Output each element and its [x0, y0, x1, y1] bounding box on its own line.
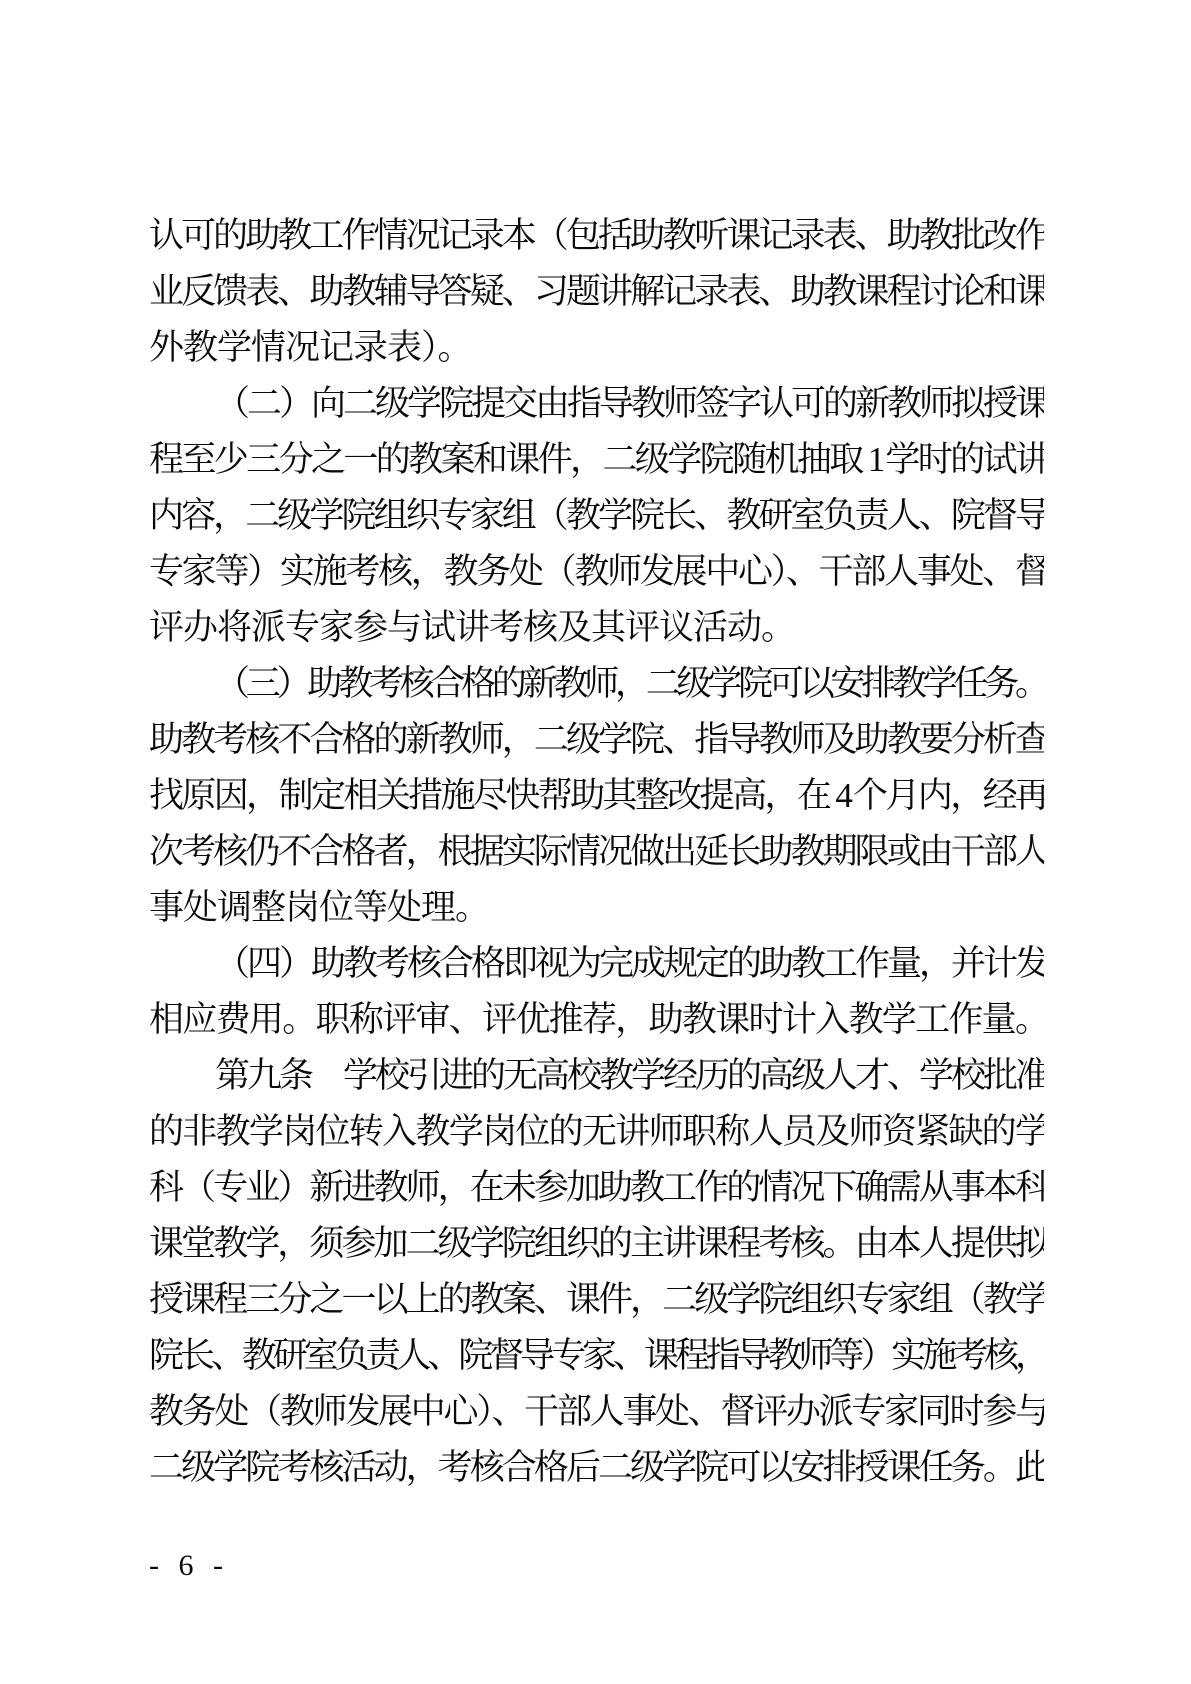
text-line: 认可的助教工作情况记录本（包括助教听课记录表、助教批改作 — [149, 216, 1044, 255]
text-line: （三）助教考核合格的新教师，二级学院可以安排教学任务。 — [215, 664, 1044, 703]
document-body — [149, 208, 1044, 1496]
text-line: 相应费用。职称评审、评优推荐，助教课时计入教学工作量。 — [149, 1000, 1044, 1039]
text-line: 专家等）实施考核，教务处（教师发展中心）、干部人事处、督 — [149, 552, 1044, 591]
text-line: 教务处（教师发展中心）、干部人事处、督评办派专家同时参与 — [149, 1392, 1044, 1431]
text-line: 二级学院考核活动，考核合格后二级学院可以安排授课任务。此 — [149, 1448, 1044, 1487]
text-line: 外教学情况记录表）。 — [149, 328, 472, 367]
text-line: 的非教学岗位转入教学岗位的无讲师职称人员及师资紧缺的学 — [149, 1112, 1044, 1151]
text-line: 院长、教研室负责人、院督导专家、课程指导教师等）实施考核， — [149, 1336, 1044, 1375]
text-line: 内容，二级学院组织专家组（教学院长、教研室负责人、院督导 — [149, 496, 1044, 535]
text-line: （二）向二级学院提交由指导教师签字认可的新教师拟授课 — [215, 384, 1044, 423]
text-line: 评办将派专家参与试讲考核及其评议活动。 — [149, 608, 796, 647]
text-line: 找原因，制定相关措施尽快帮助其整改提高，在 4 个月内，经再 — [149, 776, 1044, 815]
text-line: 授课程三分之一以上的教案、课件，二级学院组织专家组（教学 — [149, 1280, 1044, 1319]
text-line: 第九条 学校引进的无高校教学经历的高级人才、学校批准 — [215, 1056, 1044, 1095]
text-line: 科（专业）新进教师，在未参加助教工作的情况下确需从事本科 — [149, 1168, 1044, 1207]
text-line: 程至少三分之一的教案和课件，二级学院随机抽取 1 学时的试讲 — [149, 440, 1044, 479]
text-line: 次考核仍不合格者，根据实际情况做出延长助教期限或由干部人 — [149, 832, 1044, 871]
text-line: 业反馈表、助教辅导答疑、习题讲解记录表、助教课程讨论和课 — [149, 272, 1044, 311]
page-number: - 6 - — [149, 1549, 229, 1582]
text-line: 事处调整岗位等处理。 — [149, 888, 490, 927]
text-line: 课堂教学，须参加二级学院组织的主讲课程考核。由本人提供拟 — [149, 1224, 1044, 1263]
text-line: 助教考核不合格的新教师，二级学院、指导教师及助教要分析查 — [149, 720, 1044, 759]
text-line: （四）助教考核合格即视为完成规定的助教工作量，并计发 — [215, 944, 1044, 983]
